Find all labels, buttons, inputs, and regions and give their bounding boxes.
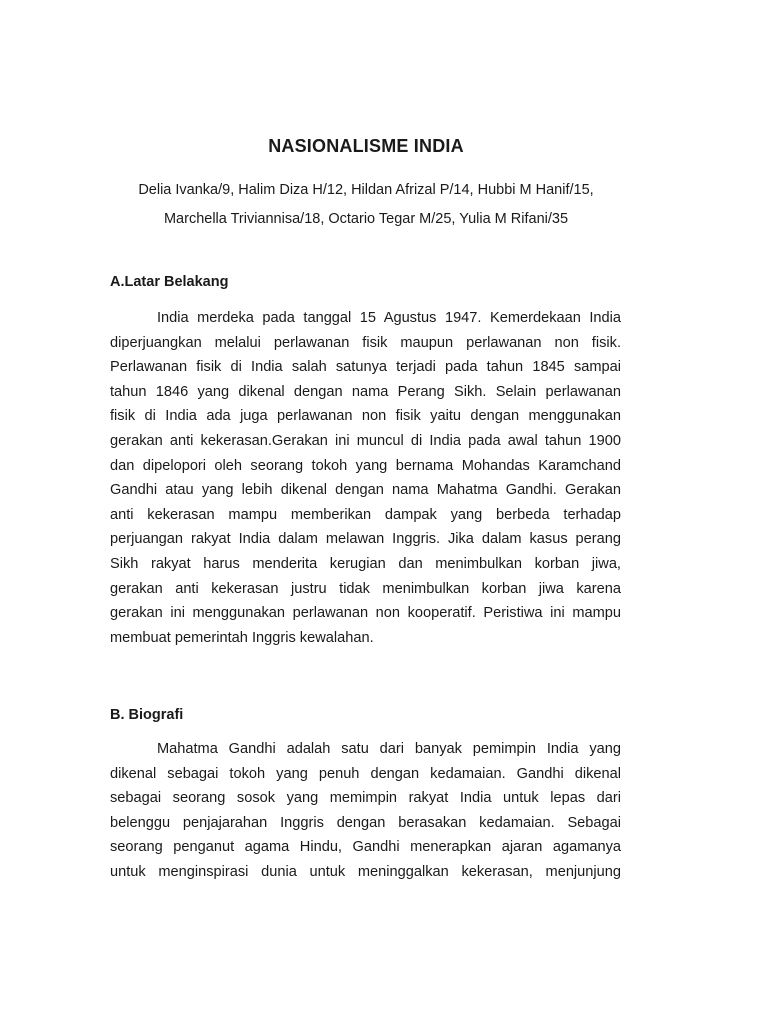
paragraph-line: diperjuangkan melalui perlawanan fisik maupun perlawanan non fisik. xyxy=(110,334,621,351)
document-title: NASIONALISME INDIA xyxy=(268,136,464,156)
paragraph-line: Sikh rakyat harus menderita kerugian dan menimbulkan korban jiwa, xyxy=(110,555,621,572)
paragraph-line: sebagai seorang sosok yang memimpin rakyat India untuk lepas dari xyxy=(110,790,621,807)
paragraph-latar-belakang xyxy=(110,306,621,650)
paragraph-line: tahun 1846 yang dikenal dengan nama Perang Sikh. Selain perlawanan xyxy=(110,383,621,400)
section-heading-biografi: B. Biografi xyxy=(110,707,184,723)
paragraph-line: belenggu penjajarahan Inggris dengan berasakan kedamaian. Sebagai xyxy=(110,814,621,831)
paragraph-line: membuat pemerintah Inggris kewalahan. xyxy=(110,629,374,646)
paragraph-line: gerakan ini menggunakan perlawanan non kooperatif. Peristiwa ini mampu xyxy=(110,605,621,622)
paragraph-line: Mahatma Gandhi adalah satu dari banyak pemimpin India yang xyxy=(157,741,621,757)
paragraph-line: perjuangan rakyat India dalam melawan Inggris. Jika dalam kasus perang xyxy=(110,531,621,548)
paragraph-line: untuk menginspirasi dunia untuk meninggalkan kekerasan, menjunjung xyxy=(110,863,621,880)
paragraph-line: dan dipelopori oleh seorang tokoh yang bernama Mohandas Karamchand xyxy=(110,457,621,474)
author-line: Marchella Triviannisa/18, Octario Tegar M/25, Yulia M Rifani/35 xyxy=(163,211,569,227)
paragraph-line: India merdeka pada tanggal 15 Agustus 1947. Kemerdekaan India xyxy=(157,310,621,326)
paragraph-line: anti kekerasan mampu memberikan dampak yang berbeda terhadap xyxy=(110,506,621,523)
paragraph-biografi xyxy=(110,737,621,885)
paragraph-line: gerakan anti kekerasan justru tidak menimbulkan korban jiwa karena xyxy=(110,580,621,597)
paragraph-line: seorang penganut agama Hindu, Gandhi menerapkan ajaran agamanya xyxy=(110,839,621,856)
author-list xyxy=(0,176,732,234)
author-line: Delia Ivanka/9, Halim Diza H/12, Hildan Afrizal P/14, Hubbi M Hanif/15, xyxy=(138,182,594,198)
paragraph-line: Gandhi atau yang lebih dikenal dengan nama Mahatma Gandhi. Gerakan xyxy=(110,482,621,499)
paragraph-line: Perlawanan fisik di India salah satunya terjadi pada tahun 1845 sampai xyxy=(110,359,621,376)
paragraph-line: dikenal sebagai tokoh yang penuh dengan kedamaian. Gandhi dikenal xyxy=(110,765,621,782)
paragraph-line: gerakan anti kekerasan.Gerakan ini muncul di India pada awal tahun 1900 xyxy=(110,432,621,449)
section-heading-latar-belakang: A.Latar Belakang xyxy=(110,274,229,290)
paragraph-line: fisik di India ada juga perlawanan non fisik yaitu dengan menggunakan xyxy=(110,408,621,425)
